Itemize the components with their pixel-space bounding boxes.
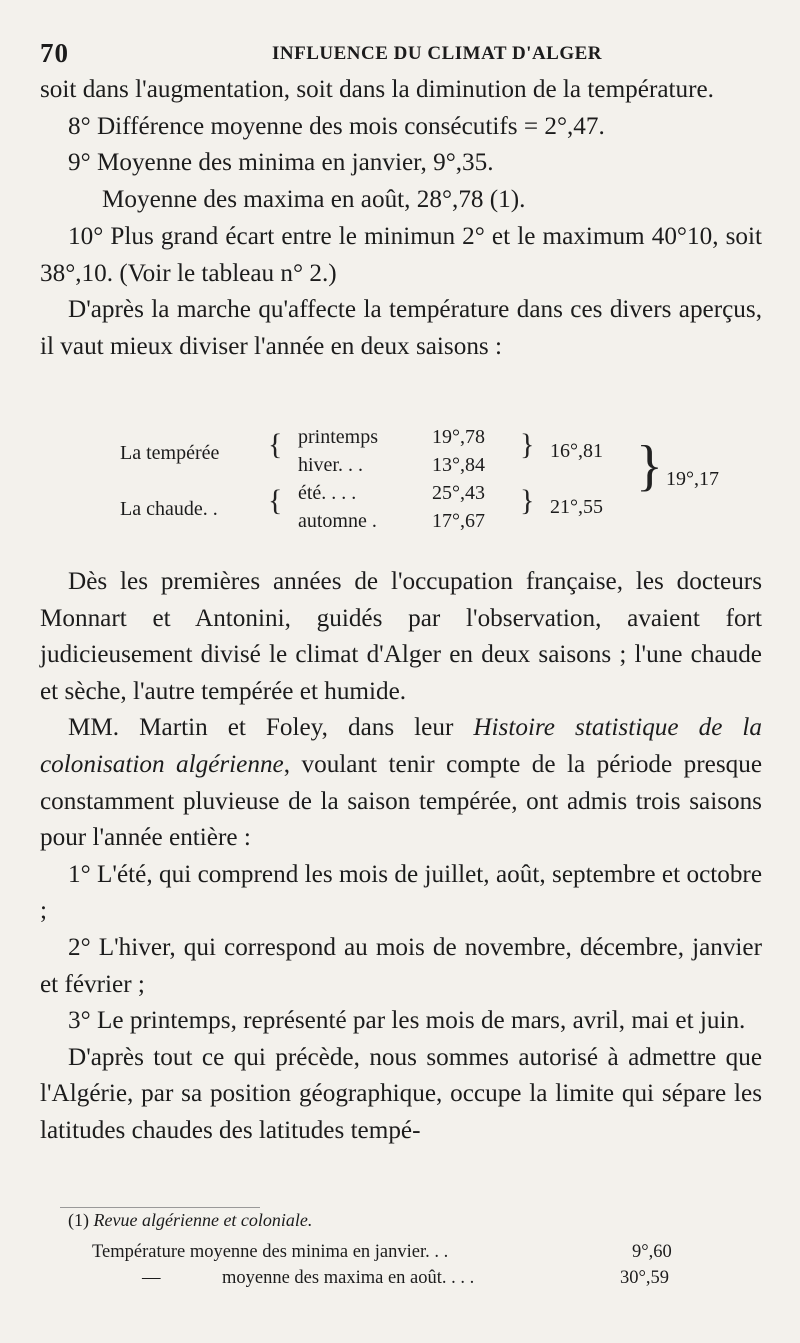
footnote — [68, 1210, 312, 1231]
season-total: 19°,17 — [666, 468, 719, 490]
brace-left-1: { — [268, 428, 283, 461]
season-name: automne . — [298, 510, 377, 532]
book-title: Histoire statistique de la colonisation algérienne — [40, 714, 762, 778]
group-subtotal: 21°,55 — [550, 496, 603, 518]
season-table — [0, 418, 800, 550]
footnote-marker: (1) — [68, 1210, 89, 1230]
text-run: , voulant tenir compte de la période presque constamment pluvieuse de la saison tempérée, ont admis trois saisons pour l'année entière : — [40, 750, 763, 852]
footnote-row-label: moyenne des maxima en août. . . . — [222, 1268, 475, 1288]
paragraph-summer: 1° L'été, qui comprend les mois de juillet, août, septembre et octobre ; — [40, 860, 762, 925]
footnote-row-value: 9°,60 — [632, 1242, 672, 1262]
upper-text-block — [40, 72, 762, 366]
page-number: 70 — [40, 38, 69, 68]
paragraph-item-9: 9° Moyenne des minima en janvier, 9°,35. — [68, 149, 494, 177]
lower-text-block — [40, 564, 762, 1150]
paragraph-item-8: 8° Différence moyenne des mois consécutifs = 2°,47. — [68, 112, 605, 140]
paragraph-winter: 2° L'hiver, qui correspond au mois de novembre, décembre, janvier et février ; — [40, 933, 762, 998]
running-title: INFLUENCE DU CLIMAT D'ALGER — [272, 43, 603, 64]
paragraph-seasons-intro: D'après la marche qu'affecte la température dans ces divers aperçus, il vaut mieux diviser l'année en deux saisons : — [40, 296, 762, 360]
season-temp: 19°,78 — [432, 426, 485, 448]
paragraph-item-10: 10° Plus grand écart entre le minimun 2° et le maximum 40°10, soit 38°,10. (Voir le tableau n° 2.) — [40, 222, 762, 287]
season-temp: 17°,67 — [432, 510, 485, 532]
season-name: été. . . . — [298, 482, 357, 504]
text-run: MM. Martin et Foley, dans leur — [68, 714, 474, 742]
paragraph-monnart: Dès les premières années de l'occupation française, les docteurs Monnart et Antonini, guidés par l'observation, avaient fort judicieusement divisé le climat d'Alger en deux saisons ; l'une chaude et sèche, l'autre tempérée et humide. — [40, 568, 762, 705]
season-name: hiver. . . — [298, 454, 363, 476]
footnote-source: Revue algérienne et coloniale. — [93, 1210, 313, 1230]
season-temp: 25°,43 — [432, 482, 485, 504]
brace-mid-1: } — [520, 428, 535, 461]
group-label-hot: La chaude. . — [120, 498, 218, 520]
paragraph-martin-foley — [40, 710, 762, 856]
footnote-row-label: Température moyenne des minima en janvier. . . — [92, 1242, 449, 1262]
paragraph-continuation: soit dans l'augmentation, soit dans la diminution de la température. — [40, 76, 714, 103]
brace-right: } — [636, 435, 663, 497]
season-name: printemps — [298, 426, 378, 448]
page-header — [40, 38, 760, 70]
group-subtotal: 16°,81 — [550, 440, 603, 462]
footnote-row-value: 30°,59 — [620, 1268, 670, 1288]
paragraph-item-9-cont: Moyenne des maxima en août, 28°,78 (1). — [102, 186, 526, 214]
brace-mid-2: } — [520, 484, 535, 517]
paragraph-conclusion: D'après tout ce qui précède, nous sommes autorisé à admettre que l'Algérie, par sa position géographique, occupe la limite qui sépare les latitudes chaudes des latitudes tempé- — [40, 1043, 762, 1144]
season-temp: 13°,84 — [432, 454, 485, 476]
brace-left-2: { — [268, 484, 283, 517]
group-label-temperate: La tempérée — [120, 442, 220, 464]
footnote-row-dash: — — [142, 1268, 161, 1288]
paragraph-spring: 3° Le printemps, représenté par les mois de mars, avril, mai et juin. — [68, 1007, 746, 1035]
footnote-divider — [60, 1207, 260, 1208]
